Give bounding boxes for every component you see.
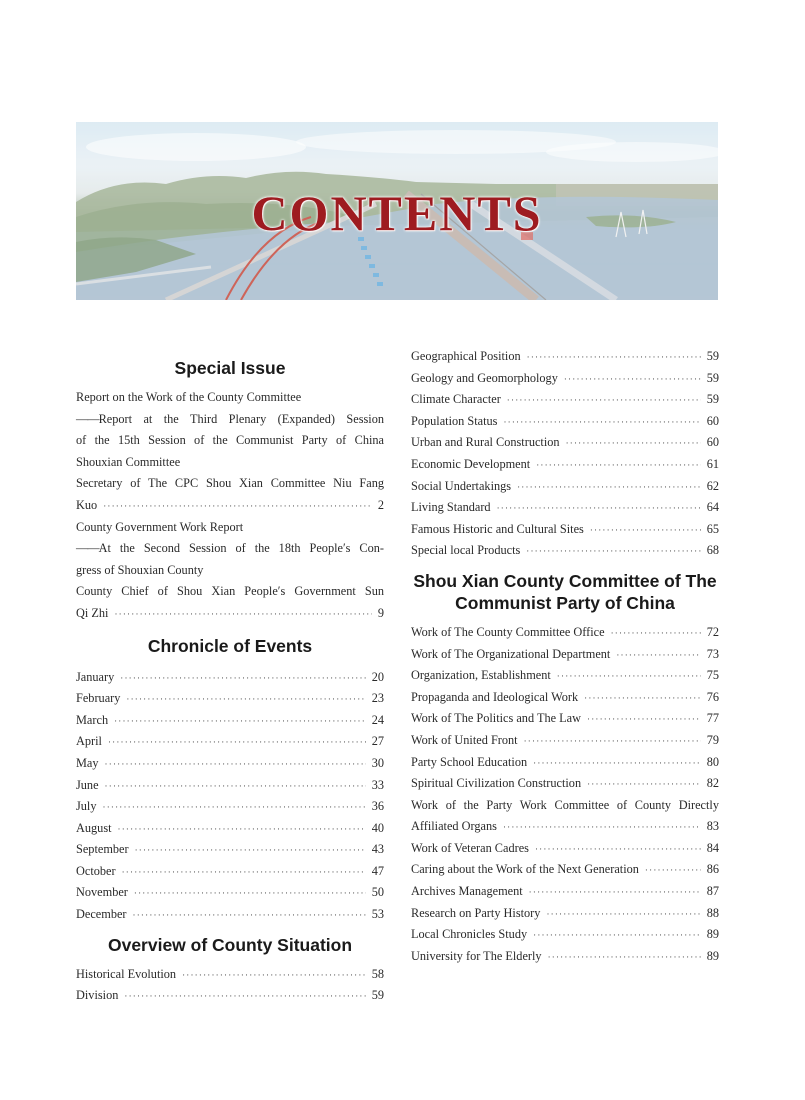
toc-entry-line[interactable]: Report on the Work of the County Committee — [76, 390, 302, 404]
toc-entry-label: Population Status — [411, 413, 498, 428]
toc-entry-label: Urban and Rural Construction — [411, 435, 560, 450]
section-title-overview: Overview of County Situation — [107, 934, 353, 955]
toc-entry-label: Work of Veteran Cadres — [411, 840, 529, 855]
toc-entry[interactable] — [411, 454, 719, 476]
toc-entry[interactable] — [76, 839, 384, 861]
dot-leader — [124, 986, 365, 1008]
toc-entry[interactable] — [76, 964, 384, 986]
toc-entry-label: May — [76, 755, 99, 770]
toc-page-number: 47 — [371, 863, 384, 878]
section-title-special-issue: Special Issue — [174, 358, 286, 378]
dot-leader — [587, 709, 701, 731]
toc-page-number: 75 — [706, 668, 719, 683]
toc-page-number: 84 — [706, 840, 719, 855]
toc-entry-label: Economic Development — [411, 456, 531, 471]
overview-list — [76, 964, 384, 1007]
dot-leader — [103, 797, 366, 819]
toc-entry[interactable] — [411, 708, 719, 730]
toc-entry[interactable] — [411, 540, 719, 562]
dot-leader — [548, 947, 701, 969]
toc-page-number: 65 — [706, 521, 719, 536]
toc-page-number: 61 — [706, 456, 719, 471]
toc-page-number: 79 — [706, 732, 719, 747]
chronicle-list — [76, 667, 384, 926]
toc-entry[interactable] — [76, 688, 384, 710]
toc-entry[interactable] — [76, 775, 384, 797]
toc-entry-line[interactable]: County Government Work Report — [76, 519, 244, 534]
dot-leader — [118, 819, 366, 841]
toc-entry[interactable] — [76, 710, 384, 732]
toc-page-number: 59 — [371, 988, 384, 1003]
toc-entry[interactable] — [411, 903, 719, 925]
toc-entry[interactable] — [76, 904, 384, 926]
toc-entry-label: Division — [76, 988, 119, 1003]
dot-leader — [503, 412, 700, 434]
toc-entry[interactable] — [411, 687, 719, 709]
dot-leader — [566, 433, 701, 455]
toc-entry[interactable] — [411, 432, 719, 454]
toc-entry[interactable] — [76, 731, 384, 753]
dot-leader — [105, 776, 366, 798]
dot-leader — [526, 541, 700, 563]
toc-entry-line[interactable]: ——At the Second Session of the 18th People′s Con- — [76, 541, 384, 556]
toc-entry[interactable] — [76, 985, 384, 1007]
dot-leader — [536, 455, 701, 477]
toc-entry-label: Climate Character — [411, 392, 501, 407]
toc-page-number: 40 — [371, 820, 384, 835]
section-title-committee — [411, 570, 719, 614]
toc-left-column — [76, 340, 384, 1007]
toc-entry[interactable] — [76, 818, 384, 840]
toc-entry[interactable] — [411, 859, 719, 881]
contents-banner — [76, 122, 718, 300]
toc-entry-label: January — [76, 669, 115, 684]
toc-page-number: 2 — [377, 497, 384, 512]
toc-entry-label: June — [76, 777, 99, 792]
toc-entry-label: Geographical Position — [411, 349, 521, 363]
toc-entry-label: Research on Party History — [411, 905, 541, 920]
toc-entry-line[interactable]: ——Report at the Third Plenary (Expanded) Session — [76, 411, 384, 426]
toc-entry-label: Spiritual Civilization Construction — [411, 776, 582, 791]
toc-page-number: 89 — [706, 927, 719, 942]
dot-leader — [114, 711, 366, 733]
toc-entry[interactable] — [411, 476, 719, 498]
dot-leader — [103, 496, 372, 518]
toc-entry[interactable] — [411, 411, 719, 433]
toc-entry-label: Historical Evolution — [76, 966, 177, 981]
toc-entry-label: Organization, Establishment — [411, 668, 551, 683]
dot-leader — [546, 904, 700, 926]
toc-entry[interactable] — [411, 665, 719, 687]
dot-leader — [557, 666, 701, 688]
toc-entry-label: Local Chronicles Study — [411, 927, 528, 942]
toc-page-number: 53 — [371, 907, 384, 922]
dot-leader — [584, 688, 701, 710]
toc-entry-label: Work of United Front — [411, 732, 518, 747]
toc-entry-label: Work of The Politics and The Law — [411, 711, 581, 726]
dot-leader — [564, 369, 701, 391]
toc-entry[interactable] — [411, 752, 719, 774]
toc-entry-line[interactable]: Work of the Party Work Committee of County Directly — [411, 797, 719, 812]
dot-leader — [114, 604, 371, 626]
dot-leader — [645, 860, 701, 882]
dot-leader — [134, 883, 366, 905]
toc-page-number: 50 — [371, 885, 384, 900]
dot-leader — [503, 817, 701, 839]
toc-page-number: 88 — [706, 905, 719, 920]
toc-entry[interactable] — [411, 497, 719, 519]
toc-entry-label: Social Undertakings — [411, 478, 512, 493]
toc-entry[interactable] — [76, 753, 384, 775]
toc-page-number: 60 — [706, 435, 719, 450]
dot-leader — [126, 689, 365, 711]
toc-page-number: 86 — [706, 862, 719, 877]
section-title-chronicle: Chronicle of Events — [147, 635, 313, 656]
toc-entry[interactable] — [411, 816, 719, 838]
toc-entry-label: Party School Education — [411, 754, 528, 769]
toc-entry-label: September — [76, 842, 129, 857]
toc-page-number: 59 — [706, 392, 719, 407]
toc-entry-label: Archives Management — [411, 884, 523, 899]
toc-entry[interactable] — [76, 667, 384, 689]
toc-page-number: 68 — [706, 543, 719, 558]
toc-page-number: 77 — [706, 711, 719, 726]
toc-entry-line[interactable]: of the 15th Session of the Communist Party of China — [76, 433, 384, 448]
dot-leader — [507, 390, 701, 412]
toc-entry[interactable] — [76, 796, 384, 818]
dot-leader — [133, 905, 366, 927]
toc-page-number: 73 — [706, 646, 719, 661]
toc-entry[interactable] — [411, 389, 719, 411]
toc-entry-label: Geology and Geomorphology — [411, 370, 558, 385]
toc-page-number: 36 — [371, 799, 384, 814]
dot-leader — [122, 862, 366, 884]
toc-page-number: 33 — [371, 777, 384, 792]
toc-page-number: 59 — [706, 349, 719, 363]
toc-entry-label: April — [76, 734, 102, 749]
toc-entry[interactable] — [76, 861, 384, 883]
section-title-line: Communist Party of China — [455, 592, 675, 613]
toc-entry-label: February — [76, 691, 121, 706]
dot-leader — [105, 754, 366, 776]
toc-entry-label: October — [76, 863, 116, 878]
toc-entry-line[interactable]: gress of Shouxian County — [76, 562, 204, 577]
toc-page-number: 30 — [371, 755, 384, 770]
toc-entry-label: March — [76, 712, 109, 727]
dot-leader — [135, 840, 366, 862]
toc-entry-label: Propaganda and Ideological Work — [411, 689, 579, 704]
toc-entry[interactable] — [411, 622, 719, 644]
toc-entry-label: August — [76, 820, 112, 835]
overview-continued-list — [411, 346, 719, 562]
toc-entry-label: University for The Elderly — [411, 948, 542, 963]
dot-leader — [497, 498, 701, 520]
dot-leader — [529, 882, 701, 904]
dot-leader — [120, 668, 365, 690]
toc-entry[interactable] — [411, 773, 719, 795]
toc-page-number: 72 — [706, 624, 719, 639]
toc-page-number: 76 — [706, 689, 719, 704]
toc-entry-line[interactable]: Shouxian Committee — [76, 454, 181, 469]
toc-page-number: 83 — [706, 819, 719, 834]
contents-title: CONTENTS — [251, 185, 543, 241]
toc-entry-label: Famous Historic and Cultural Sites — [411, 521, 584, 536]
toc-page-number: 62 — [706, 478, 719, 493]
dot-leader — [533, 753, 701, 775]
dot-leader — [524, 731, 701, 753]
toc-page-number: 43 — [371, 842, 384, 857]
dot-leader — [616, 645, 700, 667]
toc-entry[interactable] — [76, 603, 384, 625]
toc-entry-label: July — [76, 799, 97, 814]
toc-entry-label: December — [76, 907, 127, 922]
toc-entry[interactable] — [411, 881, 719, 903]
toc-page-number: 58 — [371, 966, 384, 981]
toc-page-number: 9 — [377, 605, 384, 620]
toc-entry-label: Affiliated Organs — [411, 819, 497, 834]
toc-page-number: 23 — [371, 691, 384, 706]
toc-entry-label: Qi Zhi — [76, 605, 109, 620]
toc-entry[interactable] — [411, 924, 719, 946]
dot-leader — [590, 520, 701, 542]
toc-page-number: 87 — [706, 884, 719, 899]
toc-entry-label: Caring about the Work of the Next Generation — [411, 862, 639, 877]
toc-entry-label: Special local Products — [411, 543, 521, 558]
toc-entry[interactable] — [411, 346, 719, 368]
toc-entry[interactable] — [411, 730, 719, 752]
toc-entry-line[interactable]: County Chief of Shou Xian People′s Government Sun — [76, 584, 384, 599]
toc-entry[interactable] — [411, 946, 719, 968]
toc-page-number: 82 — [706, 776, 719, 791]
toc-entry[interactable] — [76, 882, 384, 904]
toc-entry-label: Living Standard — [411, 500, 491, 515]
committee-list-continued — [411, 838, 719, 968]
toc-page-number: 20 — [371, 669, 384, 684]
committee-list — [411, 622, 719, 795]
toc-entry-label: Work of The Organizational Department — [411, 646, 611, 661]
dot-leader — [182, 965, 366, 987]
dot-leader — [535, 839, 701, 861]
toc-entry-line[interactable]: Secretary of The CPC Shou Xian Committee Niu Fang — [76, 476, 384, 491]
toc-page-number: 60 — [706, 413, 719, 428]
dot-leader — [517, 477, 701, 499]
toc-right-column — [411, 346, 719, 967]
toc-entry[interactable] — [411, 368, 719, 390]
toc-entry[interactable] — [411, 519, 719, 541]
toc-entry-label: November — [76, 885, 128, 900]
toc-entry[interactable] — [76, 495, 384, 517]
dot-leader — [108, 732, 366, 754]
toc-entry[interactable] — [411, 838, 719, 860]
toc-entry[interactable] — [411, 644, 719, 666]
toc-entry-label: Kuo — [76, 497, 98, 512]
dot-leader — [611, 623, 701, 645]
toc-page-number: 80 — [706, 754, 719, 769]
toc-entry-label: Work of The County Committee Office — [411, 624, 605, 639]
toc-entry-text: Report at the Third Plenary (Expanded) Session — [98, 411, 384, 426]
dot-leader — [533, 925, 701, 947]
toc-page-number: 64 — [706, 500, 719, 515]
toc-page-number: 27 — [371, 734, 384, 749]
toc-entry-text: At the Second Session of the 18th People′s Con- — [98, 541, 384, 556]
toc-page-number: 89 — [706, 948, 719, 963]
section-title-line: Shou Xian County Committee of The — [413, 570, 717, 591]
dot-leader — [527, 347, 701, 369]
toc-page-number: 24 — [371, 712, 384, 727]
toc-page-number: 59 — [706, 370, 719, 385]
dot-leader — [587, 774, 701, 796]
